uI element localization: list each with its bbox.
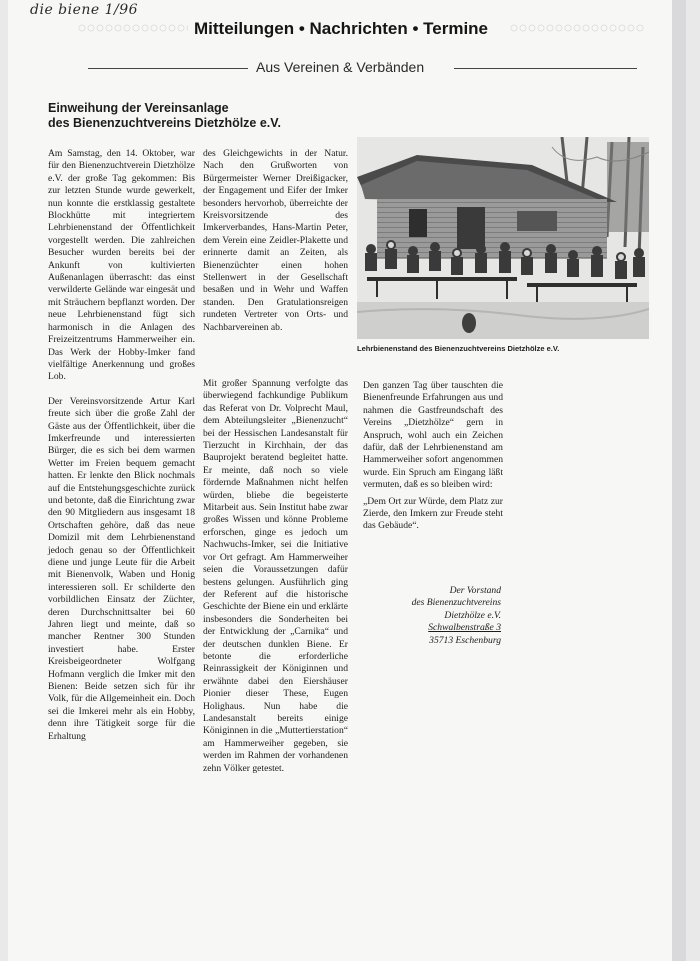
photo-caption: Lehrbienenstand des Bienenzuchtvereins Dietzhölze e.V. — [357, 344, 560, 353]
paragraph: des Gleichgewichts in der Natur. Nach den Grußworten von Bürgermeister Werner Dreißigacker, der Engagement und Eifer der Imker besonders hervorhob, überreichte der Kreisvorsitzende des Imkerverbandes, Hans-Martin Peter, dem Verein eine Zeidler-Plakette und erinnerte damit an Zeiten, als Bienenzüchter einen hohen Stellenwert in der Gesellschaft besaßen und in Wehr und Waffen standen. Den Gratulationsreigen rundeten Vertreter von Orts- und Nachbarvereinen ab. — [203, 148, 348, 333]
headline-line-2: des Bienenzuchtvereins Dietzhölze e.V. — [48, 116, 281, 130]
paragraph: Der Vereinsvorsitzende Artur Karl freute sich über die große Zahl der Gäste aus der Öffentlichkeit, über die Imkerfreunde und interessierten Bürger, die es sich bei dem warmen Wetter im Freien bequem gemacht hatten. Er lenkte den Blick nochmals auf die Entstehungsgeschichte zurück und betonte, daß die Einrichtung zwar den 90 Mitgliedern aus insgesamt 18 Ortschaften gehöre, daß das neue Domizil mit dem Lehrbienenstand jedoch genau so der Öffentlichkeit diene und junge Leute für die Arbeit mit Bienenvolk, Waben und Honig interessieren soll. Er schilderte den vorbildlichen Einsatz der Züchter, deren Durchschnittsalter bei 60 Jahren liegt und meinte, daß so mancher Rentner 300 Stunden investiert habe. Erster Kreisbeigeordneter Wolfgang Hofmann verglich die Imker mit den Bienen: Beide setzen sich für ihr Volk, für die Allgemeinheit ein. Doch sei die Imkerei mehr als ein Hobby, denn ihre Tätigkeit sorge für die Erhaltung — [48, 395, 195, 742]
divider-right — [454, 68, 637, 69]
article-column-2-bottom — [203, 378, 348, 787]
handwritten-note: die biene 1/96 — [30, 2, 139, 18]
article-headline — [48, 101, 348, 131]
paragraph: Am Samstag, den 14. Oktober, war für den Bienenzuchtverein Dietzhölze e.V. der große Tag gekommen: Bis zur letzten Stunde wurde gewerkelt, nun konnte die erstklassig gestaltete Blockhütte mit integriertem Lehrbienenstand der Öffentlichkeit vorgestellt werden. Die zahlreichen Besucher wurden bereits bei der Ankunft von kultivierten Außenanlagen überrascht: das einst verwilderte Gelände war eingesät und mit Sträuchern bepflanzt worden. Der neue Lehrbienenstand fügt sich harmonisch in die Anlagen des Freizeitzentrums Hammerweiher ein. Das Werk der Hobby-Imker fand vielfältige Anerkennung und großes Lob. — [48, 148, 195, 383]
bee-house-photo — [357, 137, 649, 339]
newspaper-page — [8, 0, 686, 961]
subsection-title: Aus Vereinen & Verbänden — [256, 59, 425, 75]
signoff-line: Schwalbenstraße 3 — [428, 622, 501, 634]
signoff-line: Dietzhölze e.V. — [444, 609, 501, 621]
page-edge — [672, 0, 686, 961]
paragraph: Mit großer Spannung verfolgte das überwiegend fachkundige Publikum das Referat von Dr. Volprecht Maul, dem Abteilungsleiter „Bienenzucht“ bei der Hessischen Landesanstalt für Tierzucht in Kirchhain, der das Bauprojekt beratend begleitet hatte. Er meinte, daß noch so viele fördernde Maßnahmen nicht helfen würden, bliebe die begeisterte Mitarbeit aus. Sein Institut habe zwar großes Wissen und könne Probleme erforschen, ginge es jedoch um Nachwuchs-Imker, sei die Initiative vor Ort gefragt. Am Hammerweiher seien die Voraussetzungen dafür bestens gelungen. Ausführlich ging der Referent auf die historische Geschichte der Biene ein und erklärte insbesonders die Sonderheiten bei der Entwicklung der „Carnika“ und der deutschen dunklen Biene. Er betonte die erforderliche Reinrassigkeit der Königinnen und erwähnte dabei den Eiershäuser Pionier dieser These, Eugen Holighaus. Nun habe die Landesanstalt bereits einige Königinnen in die „Muttertierstation“ am Hammerweiher gegeben, sie werden im Rahmen der vorhandenen zehn Völker getestet. — [203, 378, 348, 774]
decorative-dots-left — [78, 24, 188, 34]
signoff-block — [363, 585, 501, 647]
headline-line-1: Einweihung der Vereinsanlage — [48, 101, 229, 115]
signoff-line: des Bienenzuchtvereins — [411, 597, 501, 609]
quote: „Dem Ort zur Würde, dem Platz zur Zierde, den Imkern zur Freude steht das Gebäude“. — [363, 495, 503, 532]
paragraph: Den ganzen Tag über tauschten die Bienenfreunde Erfahrungen aus und nahmen die Gastfreundschaft des Vereins „Dietzhölze“ gern in Anspruch, wohl auch ein Zeichen dafür, daß der Lehrbienenstand am Hammerweiher sofort angenommen wurde. Ein Spruch am Eingang läßt vermuten, daß es so bleiben wird: — [363, 380, 503, 491]
signoff-line: Der Vorstand — [449, 585, 501, 596]
article-column-3 — [363, 380, 503, 545]
section-title: Mitteilungen • Nachrichten • Termine — [194, 19, 489, 38]
article-column-2-top — [203, 148, 348, 346]
signoff-line: 35713 Eschenburg — [429, 634, 501, 646]
article-column-1 — [48, 148, 195, 755]
photo-illustration — [357, 137, 649, 339]
divider-left — [88, 68, 248, 69]
decorative-dots-right — [510, 24, 645, 34]
